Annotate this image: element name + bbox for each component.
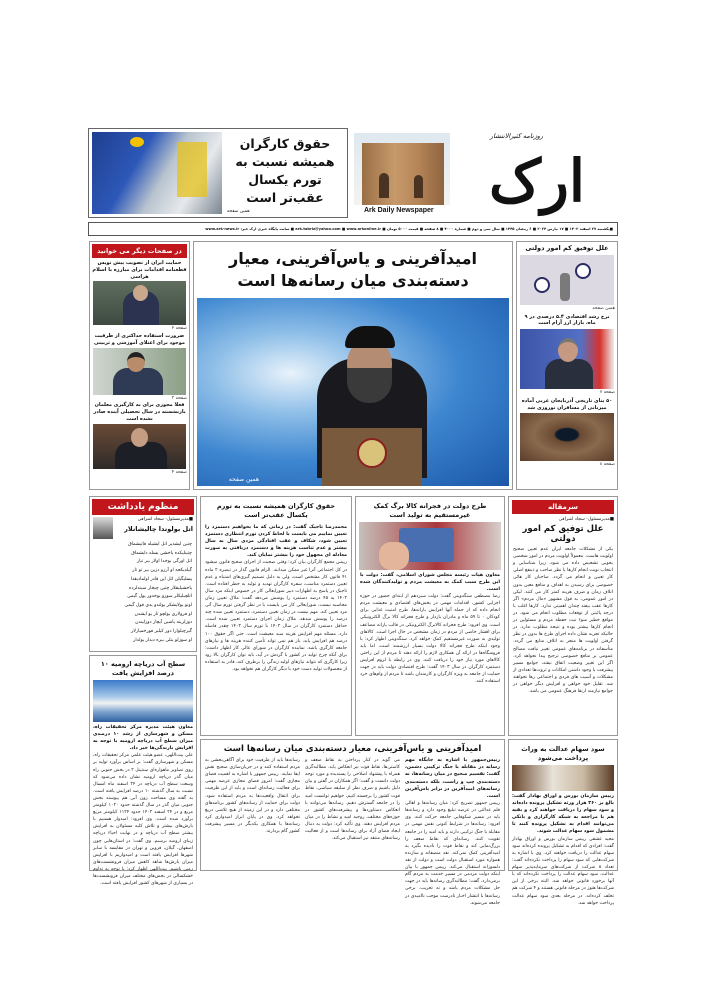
- poem-line: یاخشیلیقلار چتین چیخار سینه‌لرده: [129, 585, 192, 591]
- poem-line: او فرولاری یولچو تار یو ایشدن: [134, 611, 192, 617]
- teaser-item[interactable]: ۵۰ بنای تاریخی آذربایجان غربی آماده میزبانی از مسافران نوروزی شد صفحه ۸: [521, 397, 615, 468]
- right-teasers-column: [516, 241, 618, 490]
- documents-photo: [512, 765, 614, 791]
- coupon-article[interactable]: طرح دولت در فجرانه کالا برگ کمک غیرمستقیم به تولید است معاون هیات رئیسه مجلس شورای اسلامی، گفت: دولت با این طرح سبب کمک به معیشت مردم و تولیدکنندگان شده است. رضا مصطفی سنگدوینی گفت: دولت سیزدهم از ابتدای حضور در حوزه اجرایی کشور، اقدامات مهمی در بخش‌های اقتصادی و معیشت مردم انجام داده که از جمله آنها افزایش یارانه‌ها، طرح امنیت غذایی برای کودکان ۰ تا ۵۹ ماه و مادران باردار و طرح فجرانه کالا برگ الکترونیکی است. وی افزود: طرح فجرانه کالابرگ الکترونیکی در قالب یارانه مضاعف برای اقشار خاصی از مردم در زمان مشخص در حال اجرا است. کالاهای تولیدی به صورت غیرمستقیم کمک خواهد کرد. سنگدوینی اظهار کرد: با وجود اینکه طرح فجرانه کالا دولت بسیار ارزشمند است، اما باید فروشگاه‌ها در ارائه آن همکاری لازم را ارائه دهند تا مردم از این راحتی کالاهای مورد نیاز خود را دریافت کنند. وی در رابطه با لزوم افزایش دستمزد کارگران در سال ۱۴۰۳ گفت: طرح اقتصادی دولت باید در جهت حمایت از جامعه به ویژه کارگران و کارمندان باشد تا مردم از وام‌های خرد استفاده کنند.: [355, 496, 505, 736]
- main-headline: امیدآفرینی و یاس‌آفرینی، معیار دسته‌بندی میان رسانه‌ها است: [229, 249, 477, 290]
- official-photo: [520, 329, 614, 389]
- card-photo: [359, 522, 501, 570]
- poem-line: او سوزلو یتلی بیزه دیدار یولدار: [133, 637, 192, 643]
- main-story[interactable]: [193, 241, 513, 490]
- justice-shares-article[interactable]: سود سهام عدالت به وراث پرداخت می‌شود رییس سازمان بورس و اوراق بهادار گفت: بالغ بر ۳۶۰ هزار ورثه تشکیل پرونده داده‌اند و سود سهام را دریافت خواهند کرد و بقیه هم با مراجعه به شبکه کارگزاری و بانکی می‌توانند اقدام به تشکیل پرونده کنند تا مشمول سود سهام عدالت شوند. مجید عشقی رییس سازمان بورس و اوراق بهادار گفت: افرادی که اقدام به تشکیل پرونده کرده‌اند سود سهام عدالت را دریافت خواهند کرد. وی با اشاره به شرکت‌هایی که سود سهام را پرداخت نکرده‌اند گفت: تعداد ۸ شرکت از شرکت‌های سرمایه‌پذیر سهام عدالت، سود سهام عدالت را پرداخت نکرده‌اند که با آنها برخورد قانونی خواهد شد. البته برخی از این شرکت‌ها هنوز در مرحله قانونی هستند و ۴ شرکت هم تخلف کرده‌اند. در مرحله بعدی سود سهام عدالت پرداخت خواهد شد.: [508, 739, 618, 871]
- ark-citadel-photo: [354, 133, 450, 205]
- poem-line: اتلچیلیکلر سوزو یوخدور یول گیمی: [127, 594, 192, 600]
- main-text-headline: امیدآفرینی و یاس‌آفرینی، معیار دسته‌بندی میان رسانه‌ها است: [223, 744, 482, 754]
- feature-box[interactable]: [88, 128, 348, 218]
- historic-site-photo: [520, 413, 614, 461]
- poem-line: پسلیگیلن اتل این قادر اولمادیقدا: [130, 576, 192, 582]
- other-pages-header: در صفحات دیگر می خوانید: [92, 244, 187, 258]
- feature-headline: حقوق کارگران همیشه نسبت به تورم یکسال عقب‌تر است: [235, 136, 335, 206]
- teaser-item[interactable]: ضرورت استفاده حداکثری از ظرفیت موجود برای اعتلای آموزشی و تربیتی صفحه ۳: [94, 333, 187, 401]
- lake-photo: [93, 680, 193, 722]
- newspaper-logo[interactable]: ارک: [488, 147, 586, 215]
- info-bar: ■یکشنبه ۲۷ اسفند ۱۴۰۲ ■ ۱۷ مارس ۲۰۲۴ ■ ۶ رمضان ۱۴۴۵ ■ سال سی و دوم ■ شماره ۴۰۰۰ ■ ۸ صفحه ■ قیمت ۵۰۰۰ تومان ■ ark.tabriz@yahoo.com ■ www.arkonline.ir ■ سایت پایگاه خبری ارک خبر: www.ark-news.ir: [88, 222, 618, 236]
- president-photo: [197, 298, 509, 486]
- teaser-item[interactable]: نرخ رشد اقتصادی ۵.۴ درصدی در ۹ ماه، بازار ارز آرام است صفحه ۷: [517, 314, 617, 396]
- teaser-photo: [93, 348, 186, 395]
- other-pages-column: [89, 241, 190, 490]
- poem-line: اتل اورگی یوخدا اولار بیر تیار: [136, 559, 192, 565]
- main-story-text[interactable]: امیدآفرینی و یاس‌آفرینی، معیار دسته‌بندی میان رسانه‌ها است رییس‌جمهور با اشاره به جایگاه مهم رسانه در مقابله با جنگ ترکیبی دشمن، گفت: تقسیم صحیح در میان رسانه‌ها، نه دسته‌بندی چپ و راست، بلکه دسته‌بندی رسانه‌های امیدآفرین در برابر یاس‌آفرین است. رییس جمهور تصریح کرد: میان رسانه‌ها و اهالی قلم عدالتی در عرصه تبلیغ وجود دارد و رسانه‌ها باید در مسیر شکوفایی جامعه حرکت کنند. وی افزود: رسانه‌ها در شرایط کنونی نقش مهمی در مقابله با جنگ ترکیبی دارند و باید امید را در جامعه تقویت کنند. رسانه‌ای که نقاط ضعف را بزرگ‌نمایی کند و نقاط قوت را نادیده بگیرد به امیدآفرینی کمک نمی‌کند. نقد منصفانه و سازنده همواره مورد استقبال دولت است و دولت از نقد دلسوزانه استقبال می‌کند. رییس جمهور با بیان اینکه دولت مردمی در مسیر خدمت به مردم گام برمی‌دارد، گفت: مطالبه‌گری رسانه‌ها باید در جهت حل مشکلات مردم باشد و نه تخریب. برخی رسانه‌ها با انتشار اخبار نادرست موجب ناامیدی در جامعه می‌شوند. می گوید در کنار پرداختن به نقاط ضعف و کاستی‌ها، نقاط قوت نیز انعکاس یابد. مطالبه‌گری همراه با پیشنهاد اصلاحی را پسندیده و مورد توجه دولت دانست و گفت: اگر همکاران در گفتن و بیان دلیل باشیم و صرف نظر از سلیقه سیاسی، نقاط قوت کشور را برجسته کنیم، خواهیم توانست امید را در جامعه گسترش دهیم. رسانه‌ها می‌توانند با انعکاس دستاوردها و پیشرفت‌های کشور در حوزه‌های مختلف، روحیه امید و نشاط را در میان مردم افزایش دهند. وی تأکید کرد: دولت به دنبال ایجاد فضای آزاد برای رسانه‌ها است و از فعالیت رسانه‌های منتقد نیز استقبال می‌کند. رسانه‌ها باید از ظرفیت خود برای آگاهی‌بخشی به مردم استفاده کنند و در جریان‌سازی صحیح نقش ایفا نمایند. رییس جمهور با اشاره به اهمیت فضای مجازی گفت: امروز فضای مجازی عرصه مهمی برای فعالیت رسانه‌ای است و باید از این ظرفیت برای انتقال واقعیت‌ها به مردم استفاده شود. دولت برای حمایت از رسانه‌های کشور برنامه‌های مختلفی دارد و در این زمینه از هیچ تلاشی دریغ نخواهد کرد. وی در پایان ابراز امیدواری کرد رسانه‌ها با همکاری یکدیگر در مسیر پیشرفت کشور گام بردارند.: [200, 739, 505, 871]
- author-photo: [93, 517, 113, 539]
- poem-line: چتینلیکده یاخشی یسله دایشماق: [131, 550, 192, 556]
- poem-title: اتل بولوندا چالیشانلار: [124, 525, 193, 533]
- poem-line: اونو یولایشکر یولندو یدی قول گیمی: [124, 603, 192, 609]
- poem-lines: [94, 541, 192, 646]
- lake-urmia-article[interactable]: سطح آب دریاچه ارومیه ۱۰ درصد افزایش یافت معاون هیئت مدیره مرکز تحقیقات راه، مسکن و شهرسازی از رشد ۱۰ درصدی میزان سطح آب دریاچه ارومیه با توجه به افزایش بارندگی‌ها خبر داد. علی بیت‌اللهی، عضو هیئت علمی مرکز تحقیقات راه، مسکن و شهرسازی گفت: بر اساس برآورد تولید بر روی تصاویر ماهواره‌ای سنتینل ۲ در بخش جنوبی راه میان گذر دریاچه ارومیه نشان داده می‌شود که وسعت سطح آب دریاچه در ۲۴ اسفند ماه امسال نسبت به سال گذشته ۱۰ درصد افزایش یافته است. به گفته وی مساحت زون آبی هم پیوسته بخش جنوبی میان گذر در سال گذشته حدود ۱۰۲۰ کیلومتر مربع و در ۲۴ اسفند ۱۴۰۲ حدود ۱۱۲۴ کیلومتر مربع برآورد شده است. وی افزود: امیدوار هستیم با بارش‌های بیشتر و تلاش کلیه مسئولان به افزایش بیشتر سطح آب دریاچه و در نهایت احیاء دریاچه زیبای ارومیه برسیم. وی گفت: در استان‌هایی چون اصفهان، گیلان، قزوین و تهران در مقایسه با سایر شهرها افزایش یافته است و امیدواریم با افزایش میزان بارش‌ها شاهد کاهش میزان فرونشست‌های زمین باشیم. بیت‌اللهی اظهار کرد: با توجه به تداوم خشکسالی در بخش‌های مختلف میزان فرونشست‌ها در بسیاری از شهرهای کشور افزایش یافته است.: [89, 655, 197, 871]
- poem-column: منظوم یادداشت ■مدیرمسئول- سجاد اشرافی اتل بولوندا چالیشانلار چتین ایشدیر اتل ایشیله قاتیشماق چتینلیکده یاخشی یسله دایشماق اتل اورگی یوخدا اولار بیر تیار گیلدیکجه او آرزو دزین بیر تو تار پسلیگیلن اتل این قادر اولمادیقدا یاخشیلیقلار چتین چیخار سینه‌لرده اتلچیلیکلر سوزو یوخدور یول گیمی اونو یولایشکر یولندو یدی قول گیمی او فرولاری یولچو تار یو ایشدن دوزلرینه یاشین آیچار دوزلیندن گیرچیلوارا دور کیلیر قورخمیارلار او سوزلو یتلی بیزه دیدار یولدار: [89, 496, 197, 652]
- teaser-photo: [93, 424, 186, 469]
- english-name: Ark Daily Newspaper: [364, 207, 434, 214]
- poem-line: چتین ایشدیر اتل ایشیله قاتیشماق: [128, 542, 192, 547]
- teaser-photo: [93, 281, 186, 325]
- clocks-illustration: [520, 255, 614, 305]
- teaser-item[interactable]: علل توفیق کم امور دولتی همین صفحه: [517, 244, 617, 312]
- photo-caption: همین صفحه: [228, 476, 259, 483]
- editorial-header: سرمقاله: [512, 500, 614, 514]
- poem-line: گیلدیکجه او آرزو دزین بیر تو تار: [132, 568, 192, 574]
- poem-line: دوزلرینه یاشین آیچار دوزلیندن: [135, 620, 192, 626]
- wages-article[interactable]: حقوق کارگران همیشه نسبت به تورم یکسال عقب‌تر است محمدرضا تاجیک گفت: در زمانی که ما بخواهیم دستمزد را تعیین نماییم می بایست با لحاظ کردن تورم انتظاری دستمزد تعیین شود، شکاف و عقب افتادگی مزدی سال به سال بیشتر و عدم تناسب هزینه ها و دستمزد دریافتی به صورت معادله ای مجهول خود را بیشتر نمایان کند. رییس مجمع کارگران بیان کرد: وقتی صحبت از اجرای صحیح قانون میشود در کل اجتماعی آنرا غیر ممکن میدانند. الزام قانون گذار در تبصره ۲ ماده ۴۱ قانون کار مشخص است، ولی به دلیل تصمیم گیری‌های اشتباه و عدم تعیین دستمزد مناسب، سفره کارگران تهدید و تولید به خطر افتاده است. تاجیک در پاسخ به اظهارات دبیر شورایعالی کار در خصوص اینکه مزد سال ۱۴۰۲ به ۴۵ درصد دستمزد را پوشش می‌دهد گفت: ملاک تعیین زمان محاسبه نیست، شورایعالی کار می بایست با در نظر گرفتن تورم سال آتی مزد تعیین کند. مهم نیست در زمان تعیین دستمزد، دستمزد تعیین شده چند درصد را پوشش میدهد. ملاک زمان اجرای دستمزد تعیین شده است. حداقل دستمزد کارگران در سال ۱۴۰۲ با تورم سال ۱۴۰۲ چقدر فاصله دارد. مسئله مهم افزایش هزینه سبد معیشت است. حتی اگر حقوق ۱۰۰ درصد هم افزایش یابد، باز هم نمی تواند تأمین کننده هزینه ها و نیازهای جامعه کارگری باشد. نماینده کارگران در شورای عالی کار اظهار داشت: برای آنکه چرخ تولید در کشور با گردش در آید، باید توان کارگران بالا رود زیرا کارگری که نتواند نیازهای اولیه زندگی را برطرف کند، قادر به استفاده از محصولات تولید دست خود با دیگر کارگران هم نخواهد بود.: [200, 496, 352, 736]
- feature-ref: همین صفحه: [227, 209, 250, 214]
- factory-worker-photo: [92, 132, 222, 214]
- poem-header: منظوم یادداشت: [92, 499, 194, 515]
- newspaper-tagline: روزنامه کثیرالانتشار: [490, 132, 544, 140]
- teaser-item[interactable]: فعلا مجوزی برای به کارگیری معلمان بازنشسته در سال تحصیلی آینده صادر نشده است صفحه ۴: [93, 402, 187, 475]
- poem-line: گیرچیلوارا دور کیلیر قورخمیارلار: [130, 629, 192, 635]
- editorial-title: علل توفیق کم امور دولتی: [522, 524, 604, 544]
- teaser-item[interactable]: حمایت ایران از تصویب پیش نویس قطعنامه اقدامات برای مبارزه با اسلام هراسی صفحه ۲: [92, 260, 187, 332]
- editorial-column[interactable]: سرمقاله ■مدیرمسئول- سجاد اشرافی علل توفیق کم امور دولتی یکی از مشکلات جامعه ایران عدم تعیین صحیح اولویت هاست. معمولاً اولویت مردم در امور شخصی بخوبی تشخیص داده می شود، زیرا شناسایی و انتخاب نوبت انجام کارها با نظر صاحب و ذینفع اصلی کار تعیین و انجام می گردد. صاحبان کار هائی خصوصی برای رسیدن به اهداف و منافع معین بدون اتلاف زمان و صرف هزینه کمتر کار می کنند. لیکن در امور عمومی، به قول مشهور «مال مردم» اگر کارها عقب بیفتد چندان اهمیتی ندارد. کارها اغلب با درجه پائینی از توقعات مطلوب انجام می شود. در مواقع خطیر سوء نیت حفظه مردم و مسئولین در انجام کارها بیشتر بوده و نتیجه مطلوب ندارد. در حالیکه تجربه نشان داده اجرای طرح ها بدون در نظر گرفتن اولویت ها منجر به اتلاف منابع می گردد. متأسفانه در برنامه‌های عمومی تغییر نیافت مصالح عمومی بر منافع خصوصی ترجیح پیدا نخواهد کرد. اگر این تغییر وضعیت اتفاق نیفتد، جوامع مسیر پیشرفت با وجود داشتن امکانات و ثروت‌ها تعدادی از مشکلات و آسیب های فردی و اجتماعی رها نخواهند شد. تقلیل خود خواهی و افزایش دیگر خواهی در جوامع نیازمند ارتقا فرهنگ عمومی می باشد.: [508, 496, 618, 736]
